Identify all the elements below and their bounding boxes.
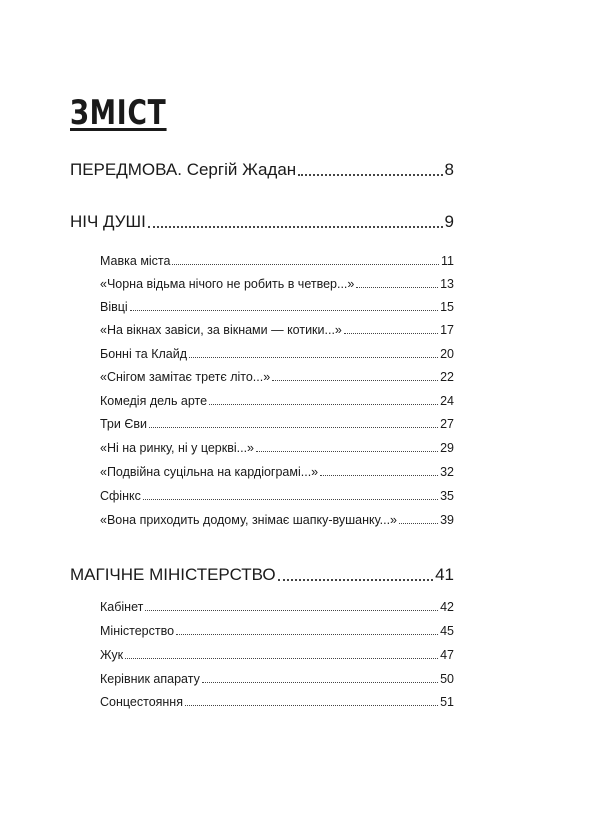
toc-page-number: 51 bbox=[440, 695, 454, 709]
toc-page-number: 35 bbox=[440, 489, 454, 503]
toc-entry[interactable] bbox=[100, 489, 454, 503]
toc-entry[interactable] bbox=[100, 323, 454, 337]
toc-entry-label: Кабінет bbox=[100, 600, 144, 614]
toc-entry-label: «Подвійна суцільна на кардіограмі...» bbox=[100, 465, 319, 479]
dot-leader bbox=[272, 380, 438, 381]
toc-page-number: 41 bbox=[435, 565, 454, 584]
toc-section-label: ПЕРЕДМОВА. Сергій Жадан bbox=[70, 160, 297, 179]
toc-entry-label: «На вікнах завіси, за вікнами — котики...» bbox=[100, 323, 342, 337]
toc-entry-label: Сфінкс bbox=[100, 489, 141, 503]
toc-page-number: 42 bbox=[440, 600, 454, 614]
toc-page-number: 13 bbox=[440, 277, 454, 291]
toc-entry[interactable] bbox=[100, 254, 454, 268]
toc-entry[interactable] bbox=[100, 300, 454, 314]
dot-leader bbox=[344, 333, 438, 334]
dot-leader bbox=[125, 658, 438, 659]
toc-page-number: 47 bbox=[440, 648, 454, 662]
toc-entry[interactable] bbox=[100, 277, 454, 291]
dot-leader bbox=[143, 499, 438, 500]
dot-leader bbox=[278, 579, 433, 581]
toc-entry-label: «Чорна відьма нічого не робить в четвер...» bbox=[100, 277, 355, 291]
dot-leader bbox=[202, 682, 438, 683]
dot-leader bbox=[148, 226, 443, 228]
dot-leader bbox=[189, 357, 438, 358]
toc-entry[interactable] bbox=[100, 465, 454, 479]
toc-entry-label: «Снігом замітає третє літо...» bbox=[100, 370, 271, 384]
toc-entry-label: Бонні та Клайд bbox=[100, 347, 188, 361]
toc-entry-label: Сонцестояння bbox=[100, 695, 183, 709]
toc-page-number: 29 bbox=[440, 441, 454, 455]
dot-leader bbox=[149, 427, 438, 428]
toc-entry-label: «Вона приходить додому, знімає шапку-вушанку...» bbox=[100, 513, 397, 527]
dot-leader bbox=[399, 523, 438, 524]
toc-page-number: 15 bbox=[440, 300, 454, 314]
toc-page-number: 20 bbox=[440, 347, 454, 361]
toc-section-label: МАГІЧНЕ МІНІСТЕРСТВО bbox=[70, 565, 276, 584]
toc-section-nich-dushi[interactable] bbox=[70, 212, 454, 232]
dot-leader bbox=[145, 610, 438, 611]
toc-entry[interactable] bbox=[100, 441, 454, 455]
dot-leader bbox=[298, 174, 442, 176]
toc-entry[interactable] bbox=[100, 513, 454, 527]
dot-leader bbox=[185, 705, 438, 706]
toc-entry-label: «Ні на ринку, ні у церкві...» bbox=[100, 441, 255, 455]
toc-entry[interactable] bbox=[100, 394, 454, 408]
toc-page-number: 27 bbox=[440, 417, 454, 431]
dot-leader bbox=[172, 264, 439, 265]
dot-leader bbox=[320, 475, 438, 476]
toc-page-number: 45 bbox=[440, 624, 454, 638]
toc-section-label: НІЧ ДУШІ bbox=[70, 212, 146, 231]
toc-page-number: 22 bbox=[440, 370, 454, 384]
dot-leader bbox=[256, 451, 438, 452]
toc-entry[interactable] bbox=[100, 600, 454, 614]
dot-leader bbox=[356, 287, 438, 288]
toc-page-number: 32 bbox=[440, 465, 454, 479]
toc-page-number: 24 bbox=[440, 394, 454, 408]
toc-page-number: 9 bbox=[444, 212, 454, 231]
toc-entry-label: Вівці bbox=[100, 300, 128, 314]
toc-entry-label: Жук bbox=[100, 648, 124, 662]
toc-entry[interactable] bbox=[100, 648, 454, 662]
toc-page-number: 11 bbox=[441, 254, 454, 268]
toc-entry[interactable] bbox=[100, 672, 454, 686]
toc-entry-label: Комедія дель арте bbox=[100, 394, 208, 408]
toc-entry-label: Мавка міста bbox=[100, 254, 171, 268]
toc-entry[interactable] bbox=[100, 347, 454, 361]
dot-leader bbox=[130, 310, 438, 311]
toc-entry[interactable] bbox=[100, 370, 454, 384]
toc-page-number: 50 bbox=[440, 672, 454, 686]
toc-page-number: 39 bbox=[440, 513, 454, 527]
toc-entry[interactable] bbox=[100, 695, 454, 709]
toc-page-number: 8 bbox=[444, 160, 454, 179]
toc-preface[interactable] bbox=[70, 160, 454, 180]
dot-leader bbox=[176, 634, 438, 635]
dot-leader bbox=[209, 404, 438, 405]
toc-entry-label: Керівник апарату bbox=[100, 672, 200, 686]
toc-entry[interactable] bbox=[100, 417, 454, 431]
toc-entry[interactable] bbox=[100, 624, 454, 638]
toc-section-magichne-ministerstvo[interactable] bbox=[70, 565, 454, 585]
page-title: ЗМІСТ bbox=[70, 93, 167, 133]
toc-page-number: 17 bbox=[440, 323, 454, 337]
toc-entry-label: Три Єви bbox=[100, 417, 147, 431]
toc-entry-label: Міністерство bbox=[100, 624, 175, 638]
